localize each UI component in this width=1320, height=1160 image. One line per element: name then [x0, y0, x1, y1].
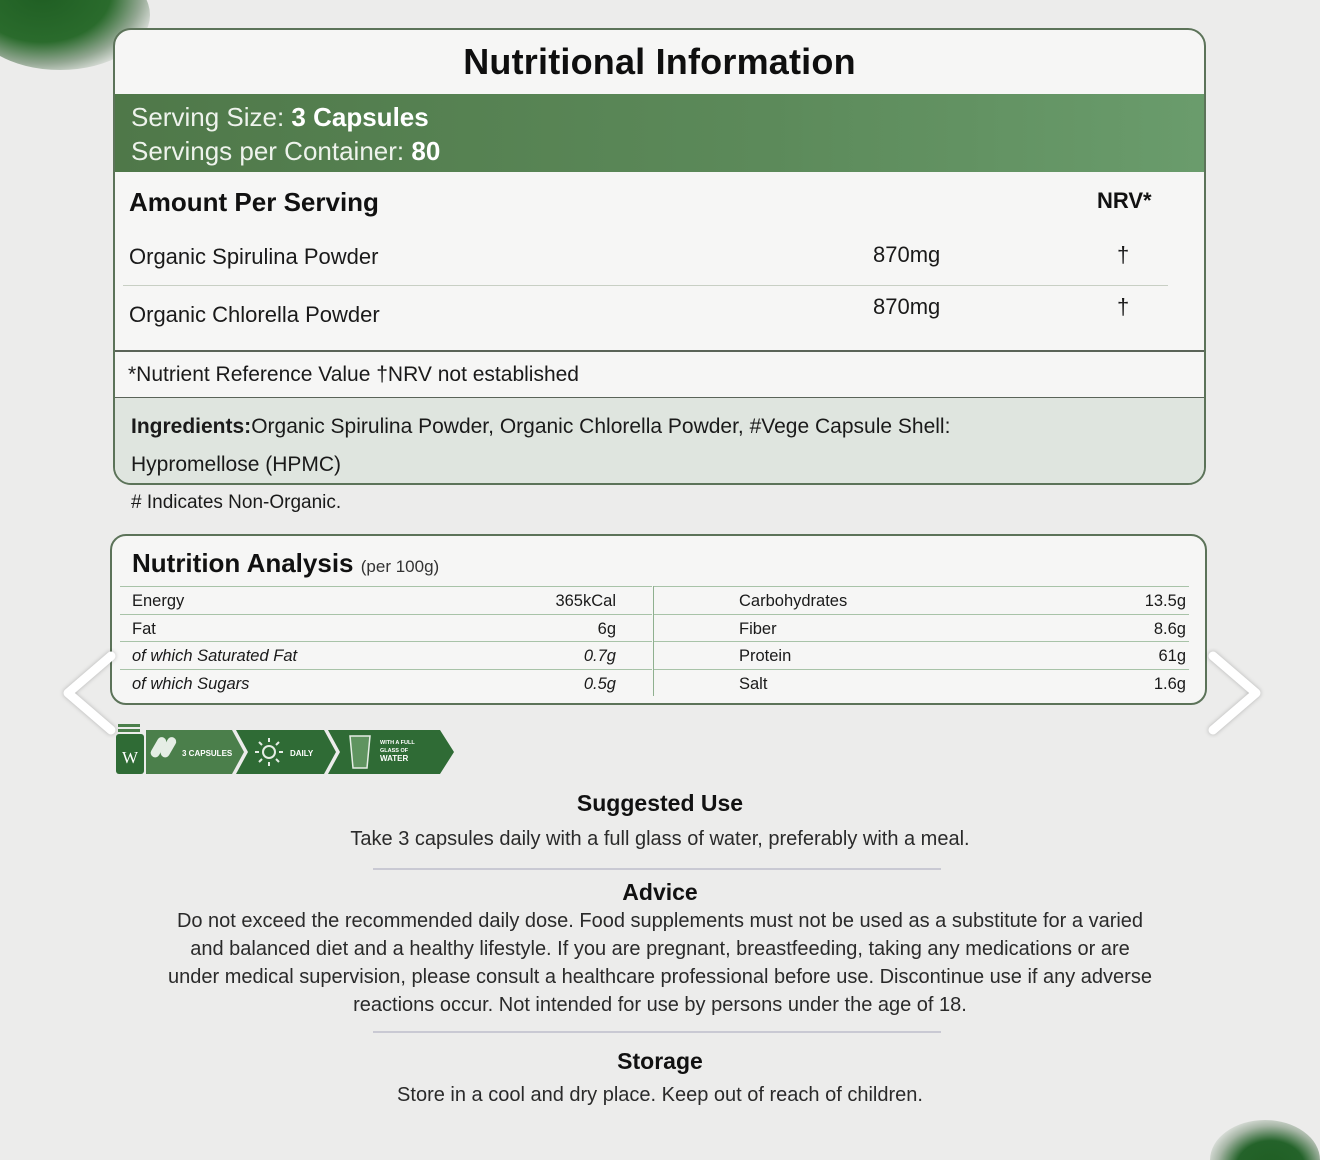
row-nrv: †	[1117, 294, 1130, 319]
row-label: Protein	[739, 647, 792, 665]
green-powder-splash	[1210, 1120, 1320, 1160]
analysis-title-text: Nutrition Analysis	[132, 548, 354, 578]
storage-heading: Storage	[617, 1048, 703, 1074]
table-row	[115, 232, 1204, 286]
nutritional-info-card	[113, 28, 1206, 485]
table-row	[654, 614, 1189, 642]
advice-line: and balanced diet and a healthy lifestyle. If you are pregnant, breastfeeding, taking any medications or are	[190, 938, 1130, 960]
row-value: 61g	[1158, 647, 1186, 665]
svg-text:WATER: WATER	[380, 754, 409, 763]
nutritional-info-title: Nutritional Information	[463, 41, 856, 82]
table-row	[654, 586, 1189, 614]
table-row	[654, 641, 1189, 669]
row-amount: 870mg	[873, 242, 941, 267]
section-divider	[373, 1031, 941, 1033]
storage-section	[0, 1048, 1320, 1109]
storage-text: Store in a cool and dry place. Keep out of reach of children.	[397, 1084, 923, 1106]
suggested-use-section	[0, 790, 1320, 853]
serving-size-value: 3 Capsules	[291, 102, 429, 132]
amount-per-serving-header	[115, 172, 1204, 232]
nrv-header: NRV*	[1097, 188, 1152, 213]
suggested-use-text: Take 3 capsules daily with a full glass of water, preferably with a meal.	[350, 828, 970, 850]
row-nrv: †	[1117, 242, 1130, 267]
svg-text:W: W	[121, 748, 139, 767]
row-name: Organic Chlorella Powder	[129, 302, 380, 327]
serving-band	[115, 94, 1204, 172]
svg-text:DAILY: DAILY	[290, 749, 314, 758]
ingredients-block	[115, 398, 1204, 485]
row-label: Fat	[132, 619, 156, 638]
nutrition-analysis-card	[110, 534, 1207, 705]
row-label: Salt	[739, 674, 768, 693]
suggested-use-heading: Suggested Use	[576, 790, 744, 816]
ingredients-text-line2: Hypromellose (HPMC)	[131, 453, 342, 476]
row-label: Fiber	[739, 619, 777, 638]
advice-line: Do not exceed the recommended daily dose. Food supplements must not be used as a substitute for a varied	[176, 910, 1144, 932]
table-row	[120, 669, 652, 697]
row-value: 0.5g	[583, 674, 616, 693]
analysis-subtitle: (per 100g)	[360, 557, 440, 576]
non-organic-note: # Indicates Non-Organic.	[131, 492, 342, 513]
serving-size	[131, 100, 1188, 134]
advice-line: under medical supervision, please consult a healthcare professional before use. Discontinue use if any adverse	[168, 966, 1152, 988]
row-value: 13.5g	[1144, 592, 1186, 610]
glass-of-water-step	[328, 730, 454, 774]
table-row	[654, 669, 1189, 697]
usage-icon-strip	[114, 722, 464, 776]
capsules-step	[146, 730, 244, 774]
row-value: 8.6g	[1153, 619, 1186, 638]
table-row	[120, 641, 652, 669]
serving-size-label: Serving Size:	[131, 102, 285, 132]
row-label: of which Sugars	[132, 674, 250, 693]
amount-per-serving-label: Amount Per Serving	[129, 186, 379, 217]
svg-text:GLASS OF: GLASS OF	[380, 748, 409, 754]
advice-heading: Advice	[622, 879, 698, 905]
servings-per-container-label: Servings per Container:	[131, 136, 405, 166]
row-name: Organic Spirulina Powder	[129, 244, 379, 269]
analysis-right-column	[653, 586, 1189, 696]
svg-text:3 CAPSULES: 3 CAPSULES	[182, 749, 233, 758]
table-row	[120, 614, 652, 642]
ingredients-label: Ingredients:	[131, 415, 252, 438]
row-value: 1.6g	[1153, 674, 1186, 693]
row-label: of which Saturated Fat	[132, 647, 298, 665]
section-divider	[373, 868, 941, 870]
row-label: Carbohydrates	[739, 592, 848, 610]
table-row	[115, 286, 1204, 350]
advice-section	[0, 879, 1320, 1019]
carousel-next-button[interactable]	[1198, 648, 1268, 738]
servings-per-container	[131, 134, 1188, 168]
row-amount: 870mg	[873, 294, 941, 319]
bottle-logo-icon	[116, 724, 144, 774]
nrv-footnote: *Nutrient Reference Value †NRV not established	[115, 350, 1204, 398]
servings-per-container-value: 80	[411, 136, 441, 166]
analysis-left-column	[120, 586, 652, 696]
svg-text:WITH A FULL: WITH A FULL	[380, 740, 415, 746]
table-row	[120, 586, 652, 614]
advice-line: reactions occur. Not intended for use by persons under the age of 18.	[353, 994, 967, 1016]
row-value: 0.7g	[583, 647, 616, 665]
row-value: 365kCal	[555, 592, 616, 610]
nutrition-analysis-title	[112, 536, 1205, 586]
chevron-right-icon	[1198, 648, 1268, 738]
daily-sun-step	[236, 730, 336, 774]
row-label: Energy	[132, 592, 185, 610]
ingredients-text: Organic Spirulina Powder, Organic Chlorella Powder, #Vege Capsule Shell:	[251, 415, 951, 438]
row-value: 6g	[597, 619, 616, 638]
